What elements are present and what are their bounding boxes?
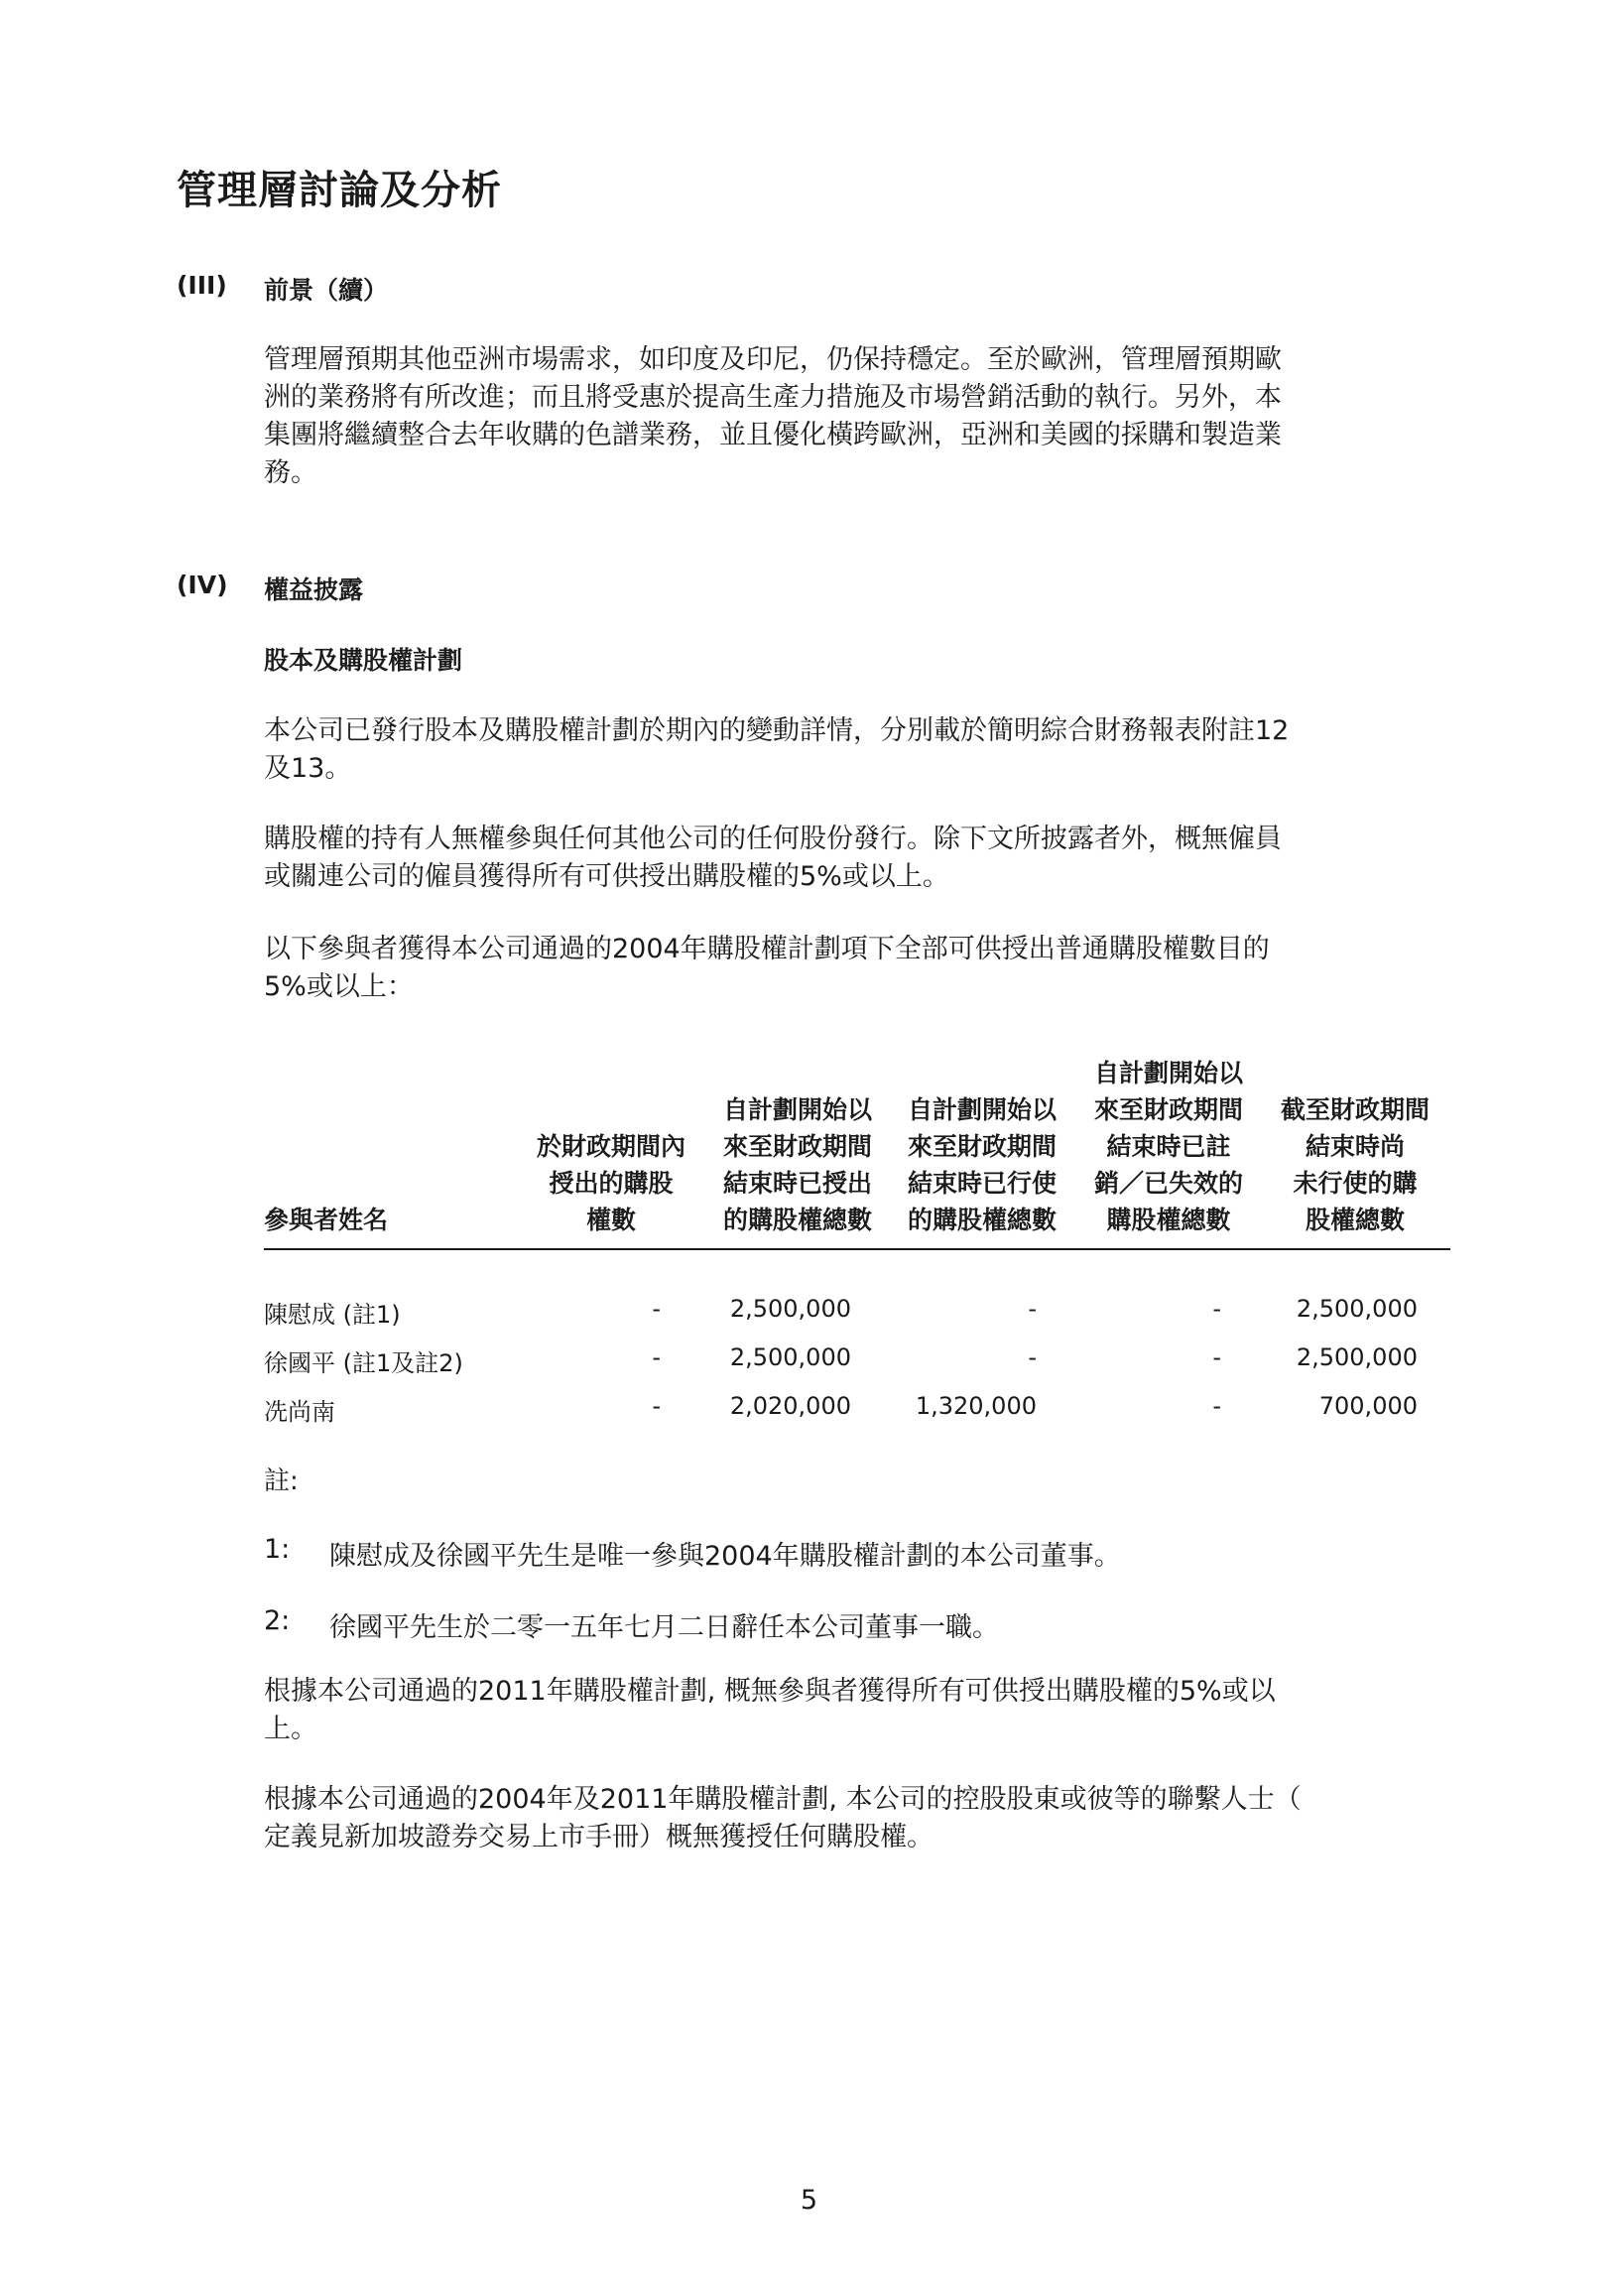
text-line: 及13。: [264, 753, 352, 784]
note-text: 徐國平先生於二零一五年七月二日辭任本公司董事一職。: [329, 1612, 999, 1643]
paragraph: [264, 1781, 1449, 1856]
cell-total-granted: 2,500,000: [729, 1343, 851, 1371]
paragraph: [264, 341, 1449, 492]
cell-granted: -: [652, 1343, 661, 1371]
section-number: (IV): [177, 571, 228, 599]
text-line: 或關連公司的僱員獲得所有可供授出購股權的5%或以上。: [264, 861, 949, 892]
text-line: 本公司已發行股本及購股權計劃於期內的變動詳情，分別載於簡明綜合財務報表附註12: [264, 715, 1290, 746]
page-number: 5: [800, 2185, 818, 2216]
cell-outstanding: 700,000: [1318, 1392, 1418, 1420]
cell-granted: -: [652, 1295, 661, 1323]
cell-exercised: 1,320,000: [915, 1392, 1037, 1420]
participant-name: 徐國平 (註1及註2): [264, 1349, 463, 1377]
cell-granted: -: [652, 1392, 661, 1420]
paragraph: [264, 931, 1449, 1006]
table-header-name: 參與者姓名: [264, 1206, 389, 1234]
table-header-granted: 於財政期間內 授出的購股 權數: [536, 1132, 685, 1234]
text-line: 洲的業務將有所改進；而且將受惠於提高生產力措施及市場營銷活動的執行。另外，本: [264, 382, 1282, 413]
text-line: 根據本公司通過的2011年購股權計劃, 概無參與者獲得所有可供授出購股權的5%或以: [264, 1676, 1276, 1707]
note-number: 1:: [264, 1534, 291, 1565]
subsection-title: 股本及購股權計劃: [264, 646, 463, 675]
paragraph: [264, 712, 1449, 788]
participant-name: 陳慰成 (註1): [264, 1301, 401, 1329]
section-number: (III): [177, 271, 227, 300]
cell-outstanding: 2,500,000: [1296, 1343, 1418, 1371]
note-number: 2:: [264, 1605, 291, 1636]
text-line: 根據本公司通過的2004年及2011年購股權計劃, 本公司的控股股東或彼等的聯繫人士（: [264, 1784, 1302, 1815]
cell-exercised: -: [1028, 1343, 1037, 1371]
section-title: 權益披露: [264, 575, 364, 604]
text-line: 購股權的持有人無權參與任何其他公司的任何股份發行。除下文所披露者外，概無僱員: [264, 824, 1282, 854]
text-line: 定義見新加坡證券交易上市手冊）概無獲授任何購股權。: [264, 1822, 933, 1852]
cell-exercised: -: [1028, 1295, 1037, 1323]
cell-cancelled: -: [1212, 1343, 1221, 1371]
note-text: 陳慰成及徐國平先生是唯一參與2004年購股權計劃的本公司董事。: [329, 1541, 1121, 1572]
notes-label: 註:: [264, 1467, 299, 1496]
table-header-total-granted: 自計劃開始以 來至財政期間 結束時已授出 的購股權總數: [722, 1095, 872, 1234]
cell-cancelled: -: [1212, 1392, 1221, 1420]
participant-name: 冼尚南: [264, 1398, 335, 1426]
paragraph: [264, 1673, 1449, 1748]
text-line: 管理層預期其他亞洲市場需求，如印度及印尼，仍保持穩定。至於歐洲，管理層預期歐: [264, 344, 1282, 375]
cell-total-granted: 2,020,000: [729, 1392, 851, 1420]
text-line: 以下參與者獲得本公司通過的2004年購股權計劃項下全部可供授出普通購股權數目的: [264, 934, 1270, 964]
paragraph: [264, 821, 1449, 896]
section-title: 前景（續）: [264, 276, 389, 305]
text-line: 5%或以上：: [264, 971, 414, 1002]
text-line: 集團將繼續整合去年收購的色譜業務，並且優化橫跨歐洲，亞洲和美國的採購和製造業: [264, 420, 1282, 450]
cell-total-granted: 2,500,000: [729, 1295, 851, 1323]
cell-cancelled: -: [1212, 1295, 1221, 1323]
table-header-rule: [264, 1248, 1450, 1250]
text-line: 上。: [264, 1714, 317, 1744]
cell-outstanding: 2,500,000: [1296, 1295, 1418, 1323]
table-header-outstanding: 截至財政期間 結束時尚 未行使的購 股權總數: [1280, 1095, 1430, 1234]
page-title: 管理層討論及分析: [177, 168, 502, 213]
table-header-cancelled: 自計劃開始以 來至財政期間 結束時已註 銷／已失效的 購股權總數: [1093, 1059, 1243, 1234]
table-header-exercised: 自計劃開始以 來至財政期間 結束時已行使 的購股權總數: [907, 1095, 1057, 1234]
text-line: 務。: [264, 457, 317, 488]
